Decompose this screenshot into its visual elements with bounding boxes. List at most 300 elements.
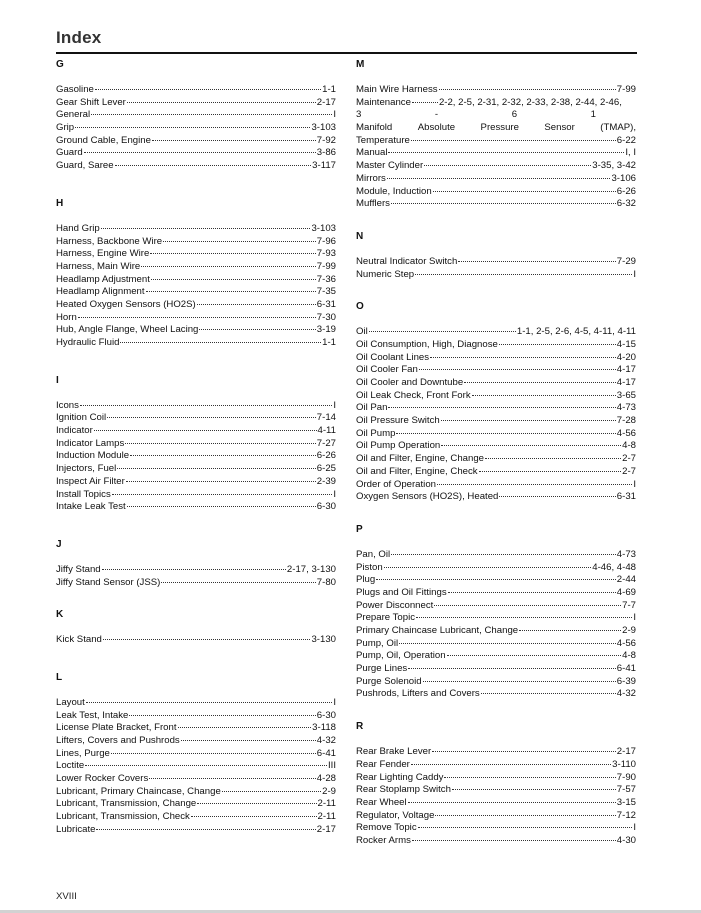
entry-pages[interactable]: 3-110: [612, 758, 636, 770]
page-title: Index: [56, 28, 102, 47]
index-entry[interactable]: [356, 269, 636, 282]
entry-pages[interactable]: 4-30: [616, 834, 636, 846]
manifold-line: [356, 122, 636, 135]
index-entry[interactable]: [356, 772, 636, 785]
index-entry[interactable]: [56, 577, 336, 590]
entry-label: Leak Test, Intake: [56, 709, 129, 721]
index-entry[interactable]: [56, 564, 336, 577]
entry-label: Pump, Oil: [356, 637, 399, 649]
entry-pages[interactable]: 6-41: [316, 747, 336, 759]
entry-pages[interactable]: 3-86: [316, 147, 336, 159]
index-entry[interactable]: [56, 710, 336, 723]
m-rest-entries: [356, 147, 636, 210]
entry-pages[interactable]: 7-14: [316, 412, 336, 424]
entry-label: Lines, Purge: [56, 747, 110, 759]
entry-pages[interactable]: 3-106: [611, 172, 636, 184]
index-entry[interactable]: [356, 797, 636, 810]
entry-label: Oil and Filter, Engine, Check: [356, 465, 478, 477]
entry-label: Harness, Backbone Wire: [56, 235, 163, 247]
dot-leader: [416, 617, 632, 618]
entry-pages[interactable]: 2-17, 3-130: [286, 563, 336, 575]
index-entry[interactable]: [56, 748, 336, 761]
index-entry[interactable]: [56, 299, 336, 312]
dot-leader: [433, 191, 616, 192]
index-section-n: [356, 230, 636, 281]
entry-pages[interactable]: I: [333, 109, 336, 121]
index-entry[interactable]: [56, 824, 336, 837]
entry-pages[interactable]: I: [633, 822, 636, 834]
dot-leader: [111, 753, 316, 754]
entry-pages[interactable]: 2-39: [316, 475, 336, 487]
entry-pages[interactable]: 4-32: [316, 735, 336, 746]
entry-pages[interactable]: 2-11: [317, 798, 336, 810]
entry-pages[interactable]: 2-9: [322, 785, 336, 797]
entry-pages[interactable]: 6-22: [616, 134, 636, 146]
entry-label: Neutral Indicator Switch: [356, 255, 458, 267]
dot-leader: [458, 261, 615, 262]
index-entry[interactable]: [56, 236, 336, 249]
entry-label: Jiffy Stand: [56, 563, 101, 575]
section-letter: H: [56, 197, 64, 209]
entry-pages[interactable]: 4-11: [317, 425, 336, 437]
entry-pages[interactable]: 7-7: [622, 599, 636, 611]
entry-pages[interactable]: I: [333, 399, 336, 411]
entry-pages[interactable]: 6-30: [316, 709, 336, 721]
entry-pages[interactable]: 6-26: [616, 185, 636, 197]
dot-leader: [412, 102, 438, 103]
index-entry[interactable]: [356, 688, 636, 701]
index-entry[interactable]: [356, 587, 636, 600]
title-rule: [56, 52, 637, 54]
entry-pages[interactable]: 3-103: [311, 222, 336, 234]
entry-pages[interactable]: 2-9: [622, 625, 636, 636]
index-entry[interactable]: [356, 377, 636, 390]
entry-label: Intake Leak Test: [56, 501, 126, 513]
dot-leader: [126, 481, 316, 482]
entry-pages[interactable]: 4-69: [616, 586, 636, 598]
section-entries: [356, 256, 636, 281]
index-section-l: [56, 671, 336, 837]
dot-leader: [411, 140, 616, 141]
dot-leader: [85, 765, 327, 766]
entry-pages[interactable]: 7-28: [616, 415, 636, 427]
index-entry[interactable]: [56, 412, 336, 425]
entry-pages[interactable]: 3-130: [311, 634, 336, 646]
dot-leader: [115, 165, 312, 166]
index-section-i: [56, 374, 336, 514]
entry-label: Oil Pan: [356, 402, 388, 414]
dot-leader: [411, 764, 611, 765]
entry-label: Oil and Filter, Engine, Change: [356, 453, 484, 465]
dot-leader: [435, 815, 615, 816]
entry-label: Temperature: [356, 134, 410, 146]
entry-pages[interactable]: 1-1: [322, 84, 336, 95]
entry-pages[interactable]: 6-25: [316, 463, 336, 475]
entry-pages[interactable]: 7-90: [616, 771, 636, 783]
entry-label: Rocker Arms: [356, 834, 411, 846]
page-number: XVIII: [56, 891, 77, 902]
entry-label: Guard: [56, 147, 83, 159]
entry-pages[interactable]: 1-1, 2-5, 2-6, 4-5, 4-11, 4-11: [516, 326, 636, 338]
entry-label: Jiffy Stand Sensor (JSS): [56, 576, 161, 588]
index-entry[interactable]: [56, 811, 336, 824]
dot-leader: [408, 668, 616, 669]
index-entry[interactable]: [56, 489, 336, 502]
entry-pages[interactable]: 4-73: [616, 548, 636, 560]
entry-label: Injectors, Fuel: [56, 463, 117, 475]
entry-label: Module, Induction: [356, 185, 432, 197]
entry-label: Loctite: [56, 760, 85, 772]
entry-pages[interactable]: 4-17: [616, 364, 636, 376]
index-entry[interactable]: [56, 324, 336, 337]
entry-label: Maintenance: [356, 96, 411, 108]
entry-label: Numeric Step: [356, 268, 415, 280]
entry-pages[interactable]: 7-96: [316, 235, 336, 247]
left-column: [56, 56, 336, 837]
entry-pages[interactable]: 6-41: [616, 663, 636, 675]
entry-label: Lubricate: [56, 823, 96, 835]
dot-leader: [447, 655, 622, 656]
entry-pages[interactable]: 3-103: [311, 122, 336, 134]
entry-pages[interactable]: 4-8: [622, 440, 636, 452]
dot-leader: [149, 778, 316, 779]
dot-leader: [419, 369, 616, 370]
entry-pages[interactable]: 4-32: [616, 688, 636, 700]
entry-label: Pushrods, Lifters and Covers: [356, 688, 480, 700]
entry-label: Heated Oxygen Sensors (HO2S): [56, 298, 196, 310]
manifold-token: Pressure: [480, 122, 519, 134]
entry-label: Icons: [56, 399, 79, 411]
dot-leader: [181, 740, 316, 741]
entry-label: Horn: [56, 311, 77, 323]
index-entry[interactable]: [56, 84, 336, 97]
dot-leader: [161, 582, 315, 583]
entry-label: Rear Wheel: [356, 796, 407, 808]
entry-label: Hub, Angle Flange, Wheel Lacing: [56, 324, 199, 336]
section-letter: K: [56, 609, 64, 621]
dot-leader: [423, 681, 616, 682]
index-entry[interactable]: [56, 223, 336, 236]
entry-pages[interactable]: 6-31: [616, 491, 636, 503]
entry-pages[interactable]: 4-20: [616, 351, 636, 363]
entry-pages[interactable]: 6-39: [616, 675, 636, 687]
section-letter: O: [356, 301, 364, 313]
entry-pages[interactable]: 4-73: [616, 402, 636, 414]
index-entry[interactable]: [56, 135, 336, 148]
index-entry[interactable]: [56, 735, 336, 748]
index-entry[interactable]: [56, 501, 336, 514]
dot-leader: [452, 789, 616, 790]
index-entry[interactable]: [356, 491, 636, 504]
index-entry[interactable]: [356, 326, 636, 339]
index-entry[interactable]: [356, 600, 636, 613]
index-entry[interactable]: [356, 810, 636, 823]
index-entry[interactable]: [56, 97, 336, 110]
index-section-m: [356, 58, 636, 211]
index-entry[interactable]: [356, 390, 636, 403]
section-entries: [356, 549, 636, 701]
dot-leader: [197, 304, 316, 305]
entry-pages[interactable]: 2-17: [616, 746, 636, 758]
entry-pages[interactable]: 3-117: [312, 160, 336, 172]
manifold-token: Manifold: [356, 122, 393, 134]
entry-pages[interactable]: 2-44: [616, 574, 636, 586]
entry-pages[interactable]: 7-57: [616, 784, 636, 796]
entry-pages[interactable]: 1-1: [322, 337, 336, 348]
manifold-token: (TMAP),: [600, 122, 636, 134]
index-section-r: [356, 720, 636, 848]
dot-leader: [222, 791, 321, 792]
dot-leader: [369, 331, 516, 332]
entry-pages[interactable]: 2-11: [317, 811, 336, 823]
dot-leader: [384, 567, 592, 568]
entry-label: Primary Chaincase Lubricant, Change: [356, 625, 519, 636]
section-letter: M: [356, 59, 365, 70]
index-section-h: [56, 197, 336, 350]
entry-pages[interactable]: 7-80: [316, 576, 336, 588]
dot-leader: [95, 89, 321, 90]
entry-label: Grip: [56, 122, 75, 134]
manifold-token: Sensor: [544, 122, 575, 134]
index-entry[interactable]: [56, 450, 336, 463]
index-entry[interactable]: [356, 428, 636, 441]
index-entry[interactable]: [56, 286, 336, 299]
entry-label: Headlamp Adjustment: [56, 273, 150, 285]
index-entry[interactable]: [56, 634, 336, 647]
index-entry[interactable]: [356, 822, 636, 835]
entry-pages[interactable]: 2-17: [316, 96, 336, 108]
entry-pages[interactable]: 2-7: [622, 453, 636, 465]
index-entry[interactable]: [56, 476, 336, 489]
dot-leader: [84, 152, 316, 153]
entry-label: Order of Operation: [356, 478, 436, 490]
entry-pages[interactable]: 4-8: [622, 650, 636, 662]
entry-pages[interactable]: 7-99: [616, 84, 636, 95]
index-entry[interactable]: [356, 784, 636, 797]
entry-pages[interactable]: I: [333, 696, 336, 708]
entry-pages[interactable]: 7-35: [316, 286, 336, 298]
entry-label: Main Wire Harness: [356, 84, 438, 95]
section-entries: [56, 564, 336, 589]
dot-leader: [127, 506, 316, 507]
index-entry[interactable]: [356, 835, 636, 848]
entry-pages[interactable]: 6-30: [316, 501, 336, 513]
entry-pages[interactable]: 6-32: [616, 198, 636, 210]
dot-leader: [112, 494, 333, 495]
dot-leader: [94, 430, 317, 431]
index-entry[interactable]: [356, 364, 636, 377]
entry-label: Pan, Oil: [356, 548, 391, 560]
index-entry[interactable]: [356, 466, 636, 479]
index-entry[interactable]: [356, 549, 636, 562]
index-entry[interactable]: [356, 625, 636, 638]
entry-pages[interactable]: I: [333, 488, 336, 500]
dot-leader: [96, 829, 315, 830]
section-entries: [56, 634, 336, 647]
index-entry[interactable]: [56, 438, 336, 451]
entry-pages[interactable]: 7-27: [316, 437, 336, 449]
entry-pages[interactable]: III: [328, 760, 336, 772]
entry-label: Oxygen Sensors (HO2S), Heated: [356, 491, 499, 503]
entry-pages[interactable]: 3-19: [316, 324, 336, 336]
entry-pages[interactable]: 3-65: [616, 389, 636, 401]
entry-label: Lubricant, Primary Chaincase, Change: [56, 785, 221, 797]
entry-label: Oil Pressure Switch: [356, 415, 440, 427]
dot-leader: [78, 317, 316, 318]
entry-pages[interactable]: 2-7: [622, 465, 636, 477]
entry-pages[interactable]: 4-28: [316, 773, 336, 785]
index-section-o: [356, 300, 636, 504]
index-entry[interactable]: [356, 147, 636, 160]
index-entry[interactable]: [356, 638, 636, 651]
entry-label: Headlamp Alignment: [56, 286, 145, 298]
wrap-token: 3: [356, 109, 362, 121]
dot-leader: [434, 605, 621, 606]
index-entry[interactable]: [56, 109, 336, 122]
dot-leader: [415, 274, 632, 275]
entry-label: Remove Topic: [356, 822, 417, 834]
index-entry[interactable]: [56, 122, 336, 135]
index-entry[interactable]: [56, 312, 336, 325]
index-entry[interactable]: [356, 173, 636, 186]
section-letter: R: [356, 721, 364, 733]
wrap-token: -: [434, 109, 439, 121]
dot-leader: [441, 420, 616, 421]
dot-leader: [120, 342, 321, 343]
index-entry[interactable]: [356, 650, 636, 663]
dot-leader: [485, 458, 621, 459]
entry-pages[interactable]: 2-17: [316, 823, 336, 835]
entry-label: Power Disconnect: [356, 599, 434, 611]
dot-leader: [91, 114, 332, 115]
dot-leader: [388, 407, 615, 408]
index-entry[interactable]: [356, 84, 636, 97]
index-entry[interactable]: [56, 425, 336, 438]
entry-pages[interactable]: 7-12: [616, 809, 636, 821]
index-entry[interactable]: [356, 453, 636, 466]
entry-label: Gasoline: [56, 84, 94, 95]
index-entry[interactable]: [56, 248, 336, 261]
entry-label: Lifters, Covers and Pushrods: [56, 735, 180, 746]
entry-pages[interactable]: 4-17: [616, 377, 636, 388]
entry-pages[interactable]: 7-92: [316, 134, 336, 146]
index-entry[interactable]: [56, 697, 336, 710]
dot-leader: [432, 751, 616, 752]
entry-pages[interactable]: 2-2, 2-5, 2-31, 2-32, 2-33, 2-38, 2-44, 2-46,: [438, 96, 622, 108]
dot-leader: [391, 554, 616, 555]
index-entry[interactable]: [56, 274, 336, 287]
wrap-token: 1: [590, 109, 596, 121]
index-entry[interactable]: [356, 676, 636, 689]
entry-label: Mirrors: [356, 172, 386, 184]
entry-pages[interactable]: 6-26: [316, 450, 336, 462]
index-entry[interactable]: [356, 479, 636, 492]
entry-label: Lower Rocker Covers: [56, 773, 149, 785]
entry-pages[interactable]: 4-56: [616, 427, 636, 439]
index-entry-maintenance[interactable]: [356, 97, 636, 110]
index-entry[interactable]: [356, 198, 636, 211]
entry-pages[interactable]: 4-56: [616, 637, 636, 649]
entry-pages[interactable]: 4-15: [616, 338, 636, 350]
index-entry[interactable]: [356, 440, 636, 453]
section-entries: [356, 326, 636, 504]
entry-pages[interactable]: 6-31: [316, 298, 336, 310]
dot-leader: [178, 727, 312, 728]
entry-pages[interactable]: 3-35, 3-42: [592, 160, 636, 172]
entry-pages[interactable]: 7-30: [316, 311, 336, 323]
index-entry[interactable]: [56, 147, 336, 160]
dot-leader: [519, 630, 621, 631]
dot-leader: [102, 569, 286, 570]
entry-pages[interactable]: 3-15: [616, 796, 636, 808]
entry-pages[interactable]: 4-46, 4-48: [592, 561, 636, 573]
entry-pages[interactable]: 7-36: [316, 273, 336, 285]
entry-label: Mufflers: [356, 198, 390, 210]
index-entry[interactable]: [56, 337, 336, 350]
index-entry[interactable]: [356, 562, 636, 575]
entry-label: Indicator Lamps: [56, 437, 125, 449]
index-entry[interactable]: [356, 574, 636, 587]
dot-leader: [479, 471, 622, 472]
dot-leader: [86, 702, 333, 703]
entry-pages[interactable]: I: [633, 612, 636, 624]
index-entry[interactable]: [356, 186, 636, 199]
index-entry[interactable]: [356, 746, 636, 759]
entry-pages[interactable]: I, I: [625, 147, 636, 159]
index-section-g: [56, 58, 336, 173]
index-entry[interactable]: [356, 160, 636, 173]
index-entry[interactable]: [56, 786, 336, 799]
entry-label: Lubricant, Transmission, Change: [56, 798, 197, 810]
entry-label: Oil Cooler Fan: [356, 364, 418, 376]
index-entry[interactable]: [56, 798, 336, 811]
index-entry[interactable]: [56, 400, 336, 413]
index-entry[interactable]: [56, 463, 336, 476]
dot-leader: [444, 777, 615, 778]
maintenance-wrapped-line: [356, 109, 636, 122]
index-section-k: [56, 608, 336, 647]
index-entry[interactable]: [356, 759, 636, 772]
entry-pages[interactable]: 7-29: [616, 255, 636, 267]
index-entry[interactable]: [356, 339, 636, 352]
dot-leader: [391, 203, 616, 204]
index-entry[interactable]: [56, 760, 336, 773]
index-entry[interactable]: [356, 415, 636, 428]
dot-leader: [152, 140, 316, 141]
entry-label: Rear Fender: [356, 758, 410, 770]
dot-leader: [125, 443, 316, 444]
dot-leader: [388, 152, 624, 153]
index-entry[interactable]: [56, 722, 336, 735]
index-entry[interactable]: [356, 612, 636, 625]
index-entry[interactable]: [356, 135, 636, 148]
entry-label: Gear Shift Lever: [56, 96, 126, 108]
index-entry[interactable]: [356, 256, 636, 269]
entry-label: Oil Cooler and Downtube: [356, 377, 464, 388]
entry-pages[interactable]: I: [633, 268, 636, 280]
entry-label: Rear Brake Lever: [356, 746, 432, 758]
index-entry[interactable]: [56, 773, 336, 786]
entry-pages[interactable]: 7-99: [316, 260, 336, 272]
index-entry[interactable]: [56, 261, 336, 274]
index-entry[interactable]: [356, 402, 636, 415]
entry-pages[interactable]: 7-93: [316, 248, 336, 260]
index-entry[interactable]: [56, 160, 336, 173]
entry-pages[interactable]: 3-118: [312, 722, 336, 734]
entry-pages[interactable]: I: [633, 478, 636, 490]
index-entry[interactable]: [356, 352, 636, 365]
index-entry[interactable]: [356, 663, 636, 676]
